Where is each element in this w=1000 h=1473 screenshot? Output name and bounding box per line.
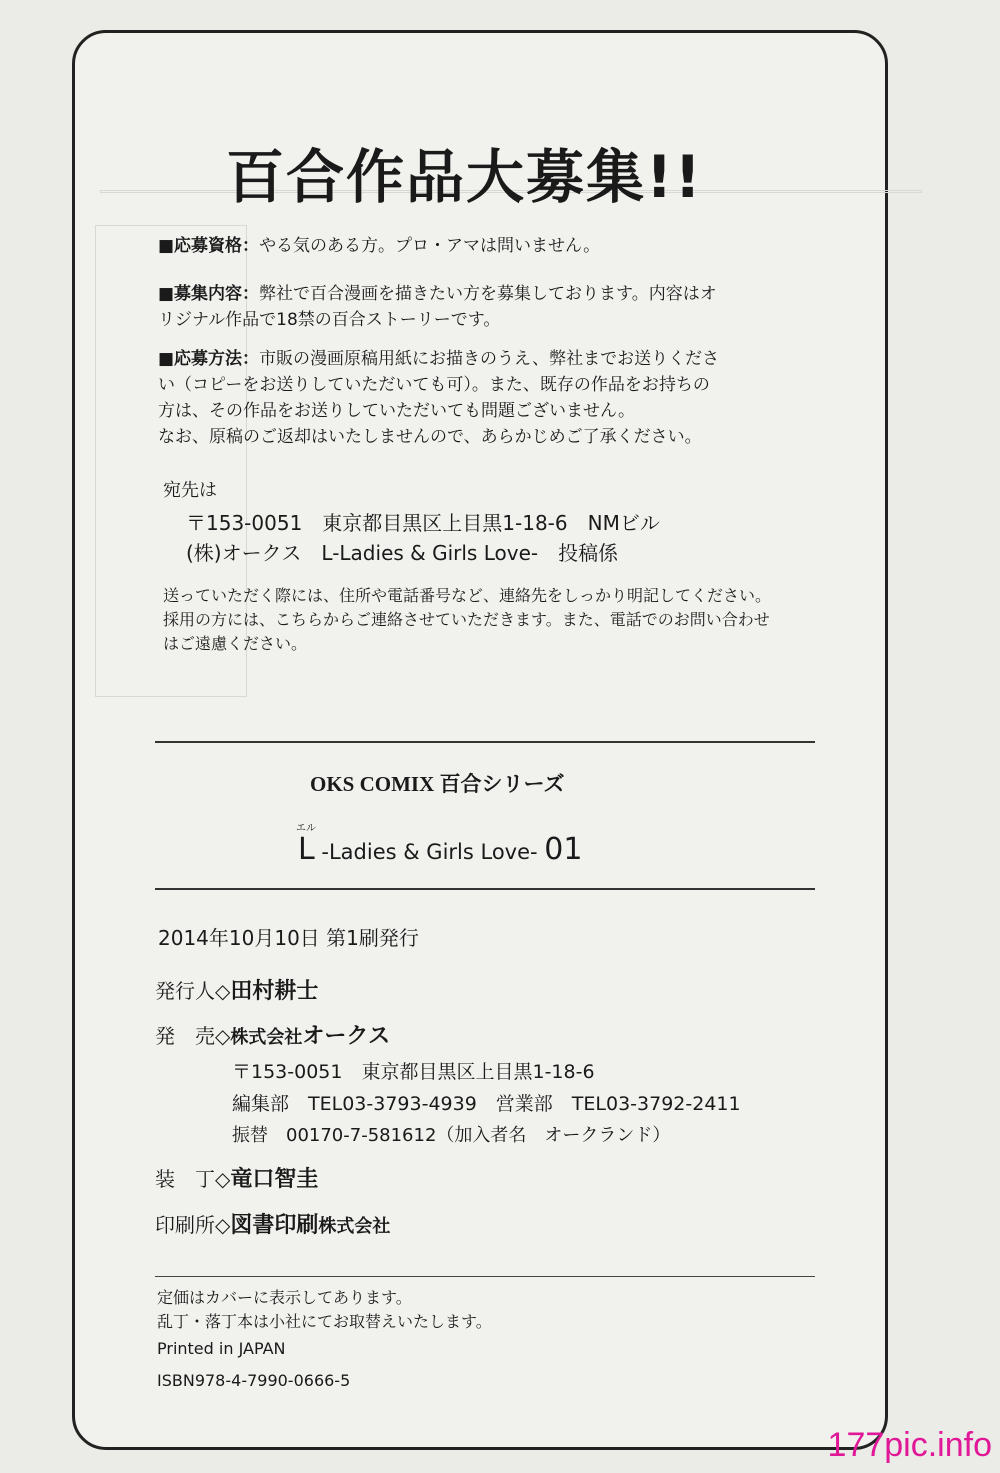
issue-date: 2014年10月10日 第1刷発行 (158, 926, 419, 950)
method-text-1: 市販の漫画原稿用紙にお描きのうえ、弊社までお送りくださ (259, 349, 720, 369)
book-title (298, 832, 582, 867)
publisher-row (155, 974, 318, 1005)
publisher-name: 田村耕士 (230, 978, 319, 1004)
method-label: ■応募方法： (158, 349, 260, 369)
method-text-4: なお、原稿のご返却はいたしませんので、あらかじめご了承ください。 (158, 427, 702, 447)
note-2: 採用の方には、こちらからご連絡させていただきます。また、電話でのお問い合わせ (163, 610, 770, 629)
divider-top (155, 741, 815, 743)
printed-in: Printed in JAPAN (157, 1339, 286, 1358)
seller-corp: 株式会社 (230, 1027, 303, 1048)
book-title-sub: -Ladies & Girls Love- (314, 840, 545, 864)
content-row (158, 281, 717, 333)
content-text-2: リジナル作品で18禁の百合ストーリーです。 (158, 310, 501, 330)
publisher-label: 発行人◇ (155, 979, 231, 1003)
seller-name: オークス (302, 1023, 391, 1049)
design-name: 竜口智圭 (230, 1166, 319, 1192)
printer-name: 図書印刷 (230, 1212, 319, 1238)
destination-label: 宛先は (163, 480, 217, 501)
note-3: はご遠慮ください。 (163, 634, 308, 653)
replace-note: 乱丁・落丁本は小社にてお取替えいたします。 (157, 1312, 492, 1331)
seller-phone: 編集部 TEL03-3793-4939 営業部 TEL03-3792-2411 (232, 1093, 741, 1115)
book-volume: 01 (544, 832, 583, 867)
book-title-l: L (298, 832, 315, 867)
qualification-label: ■応募資格： (158, 236, 260, 256)
footer-notes (157, 1286, 492, 1334)
seller-address: 〒153-0051 東京都目黒区上目黒1-18-6 (232, 1061, 595, 1083)
content-text-1: 弊社で百合漫画を描きたい方を募集しております。内容はオ (259, 284, 717, 304)
method-row (158, 346, 719, 450)
page-title: 百合作品大募集!! (226, 143, 703, 211)
destination-address: 〒153-0051 東京都目黒区上目黒1-18-6 NMビル (186, 511, 660, 535)
printer-corp: 株式会社 (318, 1216, 391, 1237)
content-label: ■募集内容： (158, 284, 260, 304)
qualification-text: やる気のある方。プロ・アマは問いません。 (259, 236, 601, 256)
series-name: OKS COMIX 百合シリーズ (310, 772, 565, 796)
isbn: ISBN978-4-7990-0666-5 (157, 1371, 351, 1390)
seller-row (155, 1019, 390, 1050)
printer-row (155, 1208, 390, 1239)
design-row (155, 1162, 318, 1193)
destination-company: (株)オークス L-Ladies & Girls Love- 投稿係 (186, 541, 619, 565)
method-text-3: 方は、その作品をお送りしていただいても問題ございません。 (158, 401, 636, 421)
method-text-2: い（コピーをお送りしていただいても可）。また、既存の作品をお持ちの (158, 375, 710, 395)
divider-middle (155, 888, 815, 890)
watermark: 177pic.info (827, 1426, 992, 1464)
seller-transfer: 振替 00170-7-581612（加入者名 オークランド） (232, 1125, 671, 1146)
notes (163, 584, 771, 656)
price-note: 定価はカバーに表示してあります。 (157, 1288, 412, 1307)
title-ruby: エル (296, 823, 316, 834)
note-1: 送っていただく際には、住所や電話番号など、連絡先をしっかり明記してください。 (163, 586, 772, 605)
qualification-row (158, 233, 600, 259)
design-label: 装 丁◇ (155, 1167, 231, 1191)
printer-label: 印刷所◇ (155, 1213, 231, 1237)
seller-label: 発 売◇ (155, 1024, 231, 1048)
divider-bottom (155, 1276, 815, 1277)
